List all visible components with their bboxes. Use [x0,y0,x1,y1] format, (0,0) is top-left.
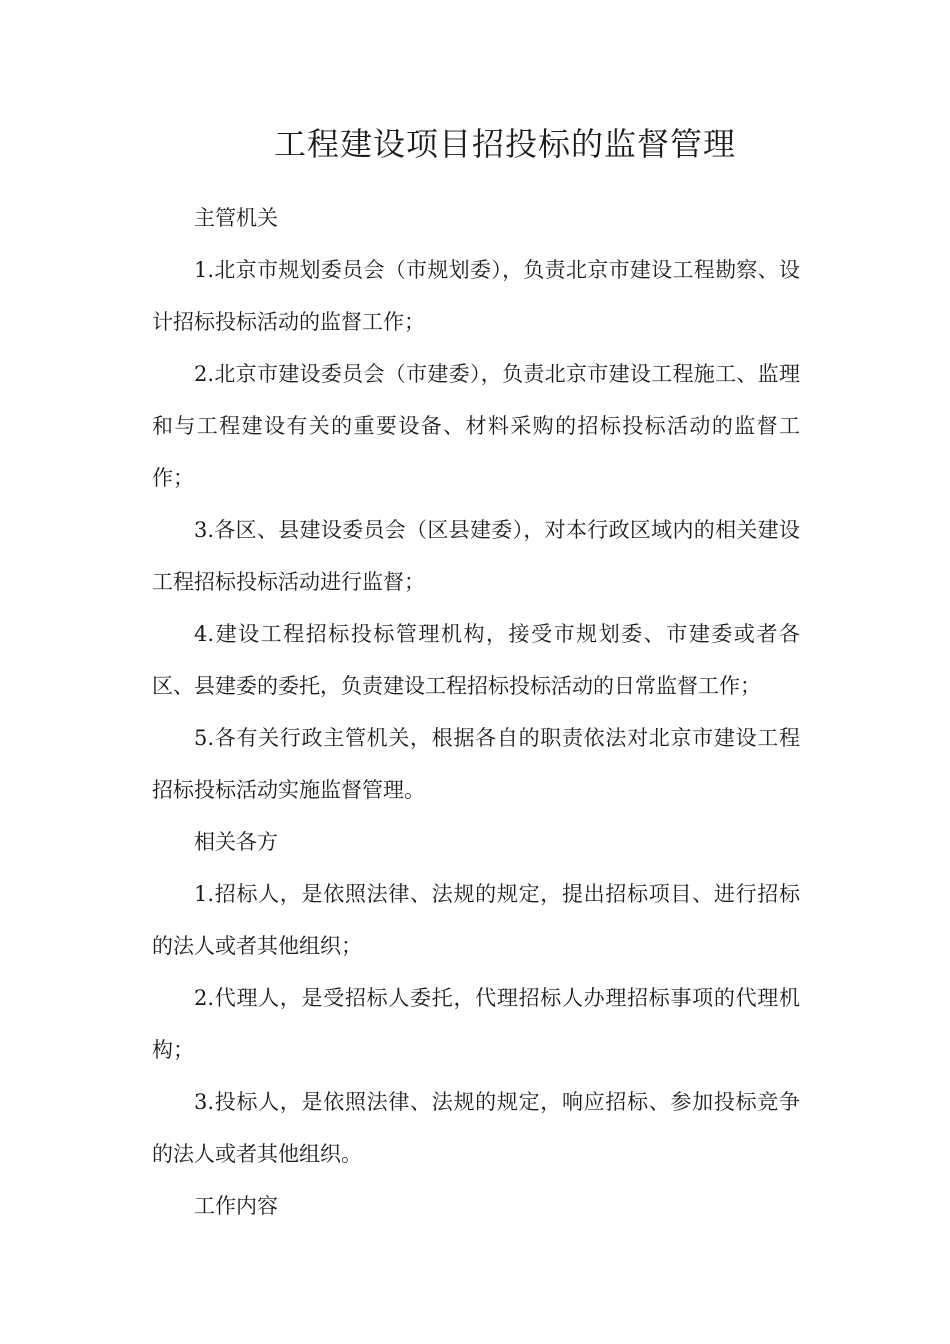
document-title: 工程建设项目招投标的监督管理 [274,125,737,163]
paragraph: 3.各区、县建设委员会（区县建委），对本行政区域内的相关建设工程招标投标活动进行监督； [152,518,800,594]
paragraph: 2.北京市建设委员会（市建委），负责北京市建设工程施工、监理和与工程建设有关的重要设备、材料采购的招标投标活动的监督工作； [152,362,800,490]
paragraph: 1.北京市规划委员会（市规划委），负责北京市建设工程勘察、设计招标投标活动的监督工作； [152,258,800,334]
paragraph: 3.投标人，是依照法律、法规的规定，响应招标、参加投标竞争的法人或者其他组织。 [152,1090,800,1166]
paragraph: 2.代理人，是受招标人委托，代理招标人办理招标事项的代理机构； [152,986,800,1062]
section-heading-authorities: 主管机关 [194,206,278,230]
section-heading-work: 工作内容 [194,1194,278,1218]
document-page [152,118,800,1232]
paragraph: 4.建设工程招标投标管理机构，接受市规划委、市建委或者各区、县建委的委托，负责建设工程招标投标活动的日常监督工作； [152,622,800,698]
paragraph: 1.招标人，是依照法律、法规的规定，提出招标项目、进行招标的法人或者其他组织； [152,882,800,958]
paragraph: 5.各有关行政主管机关，根据各自的职责依法对北京市建设工程招标投标活动实施监督管理。 [152,726,800,802]
section-heading-parties: 相关各方 [194,830,278,854]
